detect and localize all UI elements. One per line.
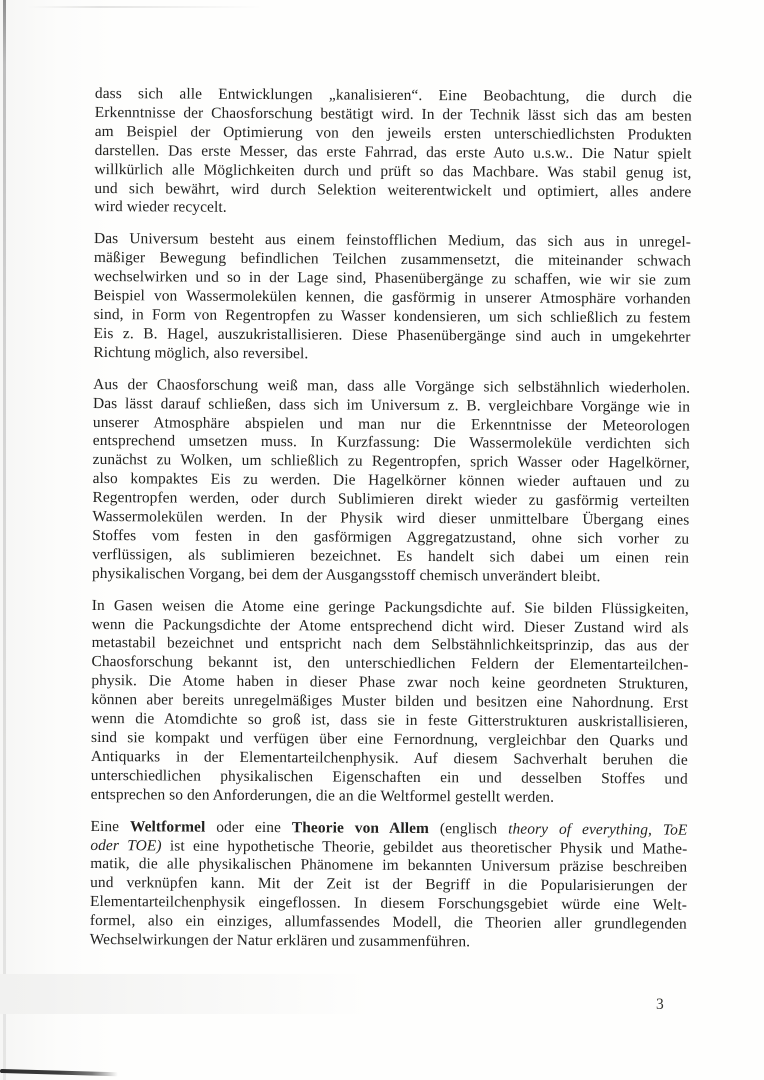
text-line [93,344,690,367]
text-segment: metastabil bezeichnet und entspricht nach dem Selbstähnlichkeitsprinzip, das aus der [91,634,689,656]
text-segment: Eis z. B. Hagel, auszukristallisieren. Diese Phasenübergänge sind auch in umgekehrter [93,324,691,346]
text-segment: theory of everything, ToE [508,820,688,839]
text-segment: willkürlich alle Möglichkeiten durch und prüft so das Machbare. Was stabil genug ist, [94,160,692,182]
text-segment: also kompaktes Eis zu werden. Die Hagelkörner können wieder auftauen und zu [92,470,690,491]
text-segment: sind, in Form von Regentropfen zu Wasser kondensieren, um sich schließlich zu festem [93,305,691,327]
text-segment: unterschiedlichen physikalischen Eigenschaften ein und desselben Stoffes und [90,766,688,788]
text-segment: ist eine hypothetische Theorie, gebildet aus theoretischer Physik und Mathe- [161,836,688,858]
text-segment: dass sich alle Entwicklungen „kanalisieren“. Eine Beobachtung, die durch die [94,85,692,106]
scan-edge-shadow-left [3,0,6,1080]
text-segment: Weltformel [129,817,206,836]
text-line [90,931,687,954]
paragraph-4 [91,597,689,809]
text-segment: Eine [90,817,131,835]
text-line [91,786,688,809]
text-segment: am Beispiel der Optimierung von den jeweils ersten unterschiedlichsten Produkten [94,122,692,144]
text-segment: wenn die Atomdichte so groß ist, dass sie in feste Gitterstrukturen auskristallisieren, [91,710,689,731]
paragraph-3 [92,376,690,588]
text-segment: Theorie von Allem [291,818,430,837]
paragraph-2 [93,230,691,366]
text-segment: oder TOE) [90,836,162,854]
text-segment: physik. Die Atome haben in dieser Phase zwar noch keine geordneten Strukturen, [91,672,689,693]
text-segment: verflüssigen, als sublimieren bezeichnet. Es handelt sich dabei um einen rein [92,545,690,567]
text-segment: entsprechend umsetzen muss. In Kurzfassung: Die Wassermoleküle verdichten sich [92,432,690,454]
text-segment: Das Universum besteht aus einem feinstofflichen Medium, das sich aus in unregel- [94,230,692,251]
text-segment: Aus der Chaosforschung weiß man, dass alle Vorgänge sich selbstähnlich wiederholen. [93,375,691,397]
scan-artifact-top-streak [28,6,263,8]
text-segment: unserer Atmosphäre abspielen und man nur die Erkenntnisse der Meteorologen [92,413,690,435]
text-segment: physikalischen Vorgang, bei dem der Ausgangsstoff chemisch unverändert bleibt. [91,564,601,585]
scan-shadow-bottom-band [0,974,440,1014]
text-segment: Erkenntnisse der Chaosforschung bestätigt wird. In der Technik lässt sich das am besten [94,103,692,125]
text-segment: Stoffes vom festen in den gasförmigen Aggregatzustand, ohne sich vorher zu [92,526,690,548]
text-segment: Elementarteilchenphysik eingeflossen. In diesem Forschungsgebiet würde eine Welt- [89,893,688,914]
text-segment: Das lässt darauf schließen, dass sich im Universum z. B. vergleichbare Vorgänge wie in [93,394,691,416]
text-segment: In Gasen weisen die Atome eine geringe Packungsdichte auf. Sie bilden Flüssigkeiten, [91,596,689,618]
page-number: 3 [656,996,664,1013]
text-segment: Beispiel von Wassermolekülen kennen, die gasförmig in unserer Atmosphäre vorhanden [93,287,691,308]
text-segment: können aber bereits unregelmäßiges Muster bilden und besitzen eine Nahordnung. Erst [91,691,689,712]
text-segment: wird wieder recycelt. [94,198,227,217]
text-segment: darstellen. Das erste Messer, das erste Fahrrad, das erste Auto u.s.w.. Die Natur spielt [94,141,692,163]
text-segment: (englisch [428,819,509,838]
text-segment: Chaosforschung bekannt ist, den unterschiedlichen Feldern der Elementarteilchen- [91,653,689,675]
text-segment: zunächst zu Wolken, um schließlich zu Regentropfen, sprich Wasser oder Hagelkörner, [92,451,690,472]
text-line [94,198,691,221]
text-segment: Wechselwirkungen der Natur erklären und zusammenführen. [89,931,471,951]
text-segment: Regentropfen werden, oder durch Sublimieren direkt wieder zu gasförmig verteilten [92,489,690,510]
text-segment: und verknüpfen kann. Mit der Zeit ist der Begriff in die Popularisierungen der [90,874,688,895]
text-segment: Wassermolekülen werden. In der Physik wird dieser unmittelbare Übergang eines [92,508,690,529]
paragraph-5 [90,818,688,954]
text-segment: mäßiger Bewegung befindlichen Teilchen zusammensetzt, die miteinander schwach [93,249,691,270]
text-segment: matik, die alle physikalischen Phänomene im bekannten Universum präzise beschreiben [90,855,688,877]
text-segment: entsprechen so den Anforderungen, die an die Weltformel gestellt werden. [90,785,555,806]
text-segment: sind sie kompakt und verfügen über eine Fernordnung, vergleichbar den Quarks und [90,728,689,750]
text-segment: wenn die Packungsdichte der Atome entsprechend dicht wird. Dieser Zustand wird als [91,615,689,637]
text-segment: und sich bewährt, wird durch Selektion weiterentwickelt und optimiert, alles andere [94,179,692,201]
text-segment: Antiquarks in der Elementarteilchenphysik. Auf diesem Sachverhalt beruhen die [90,747,688,769]
text-segment: wechselwirken und so in der Lage sind, Phasenübergänge zu schaffen, wie wir sie zum [93,268,691,289]
text-line [92,565,689,588]
document-text [90,85,692,967]
text-segment: formel, also ein einziges, allumfassendes Modell, die Theorien aller grundlegenden [89,912,687,933]
text-segment: oder eine [205,818,292,836]
text-segment: Richtung möglich, also reversibel. [93,343,309,363]
paragraph-1 [94,85,692,221]
